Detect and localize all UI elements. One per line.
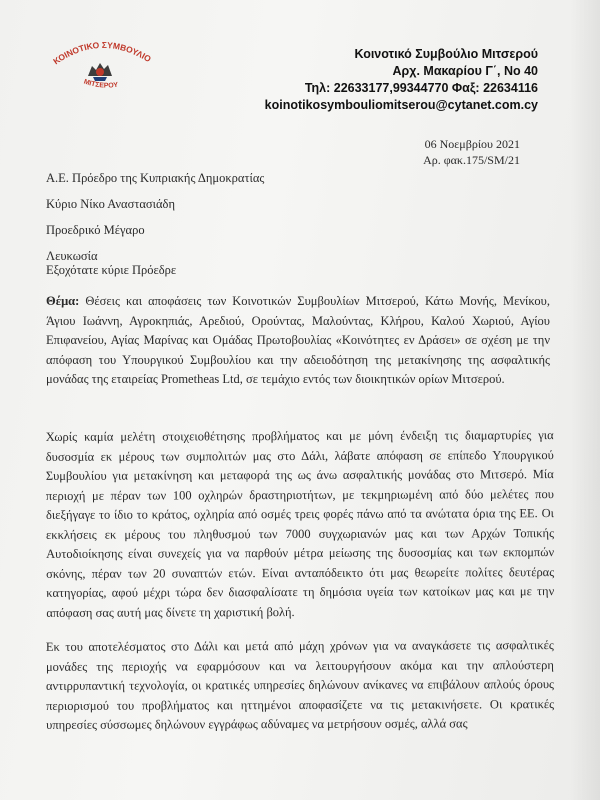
body-paragraph: Χωρίς καμία μελέτη στοιχειοθέτησης προβλήματος και με μόνη ένδειξη τις διαμαρτυρίες για δυσοσμία εκ μέρους των συμπολιτών μας στο Δάλι, λάβατε απόφαση σε επίπεδο Υπουργικού Συμβουλίου για μετακίνηση και μεταφορά της ως άνω ασφαλτικής μονάδας στο Μιτσερό. Μία περιοχή με πέραν των 100 οχληρών δραστηριοτήτων, με τεκμηριωμένη από δύο μελέτες που διεξήγαγε το ίδιο το κράτος, οχληρία από οσμές τρεις φορές πάνω από τα ανώτατα όρια της ΕΕ. Οι εκκλήσεις εκ μέρους του πληθυσμού των 7000 συγχωριανών μας και των Αρχών Τοπικής Αυτοδιοίκησης είναι συνεχείς για να παρθούν μέτρα μείωσης της δυσοσμίας και των εκπομπών σκόνης, πέραν των 20 συναπτών ετών. Είναι ανταπόδεικτο ότι μας θεωρείτε πολίτες δευτέρας κατηγορίας, αφού μέχρι τώρα δεν διασφαλίσατε τη δημόσια υγεία των κατοίκων μας και με την απόφαση σας αυτή μας δίνετε τη χαριστική βολή.: [45, 428, 555, 620]
council-logo: [44, 36, 156, 92]
council-logo-graphic: [44, 36, 156, 92]
council-email: koinotikosymbouliomitserou@cytanet.com.cy: [264, 98, 538, 112]
subject-label: Θέμα:: [46, 294, 80, 308]
body-paragraph: Εκ του αποτελέσματος στο Δάλι και μετά από μάχη χρόνων για να αναγκάσετε τις ασφαλτικές μονάδες της περιοχής να εφαρμόσουν και να λειτουργήσουν ακόμα και την απλούστερη αντιρρυπαντική τεχνολογία, οι κρατικές υπηρεσίες δηλώνουν ανίκανες να επιβάλουν απλούς όρους περιορισμού του προβλήματος και ηττημένοι αποφασίζετε να τις μετακινήσετε. Οι κρατικές υπηρεσίες σύσσωμες δηλώνουν εγγράφως αδύναμες να μετρήσουν οσμές, αλλά σας: [45, 638, 555, 732]
recipient-line: Προεδρικό Μέγαρο: [46, 223, 145, 237]
file-reference: Αρ. φακ.175/SM/21: [423, 153, 520, 167]
salutation: Εξοχότατε κύριε Πρόεδρε: [46, 263, 177, 277]
council-phones: Τηλ: 22633177,99344770 Φαξ: 22634116: [304, 81, 538, 95]
recipient-line: Α.Ε. Πρόεδρο της Κυπριακής Δημοκρατίας: [46, 171, 265, 185]
letter-date: 06 Νοεμβρίου 2021: [424, 137, 520, 151]
page-shadow: [570, 0, 600, 800]
council-name: Κοινοτικό Συμβούλιο Μιτσερού: [354, 47, 538, 61]
recipient-line: Λευκωσία: [46, 249, 98, 263]
recipient-line: Κύριο Νίκο Αναστασιάδη: [46, 197, 175, 211]
letterhead: [265, 46, 538, 114]
subject-text: Θέσεις και αποφάσεις των Κοινοτικών Συμβουλίων Μιτσερού, Κάτω Μονής, Μενίκου, Άγιου Ιωάννη, Αγροκηπιάς, Αρεδιού, Ορούντας, Μαλούντας, Κλήρου, Καλού Χωριού, Αγίου Επιφανείου, Αγίας Μαρίνας και Ομάδας Πρωτοβουλίας «Κοινότητες εν Δράσει» σε σχέση με την απόφαση του Υπουργικού Συμβουλίου και την αδειοδότηση της μετακίνησης της ασφαλτικής μονάδας της εταιρείας Prometheas Ltd, σε τεμάχιο εντός των διοικητικών ορίων Μιτσερού.: [46, 294, 550, 386]
subject-paragraph: [46, 292, 550, 390]
svg-text:ΜΙΤΣΕΡΟΥ: ΜΙΤΣΕΡΟΥ: [82, 78, 119, 90]
council-address: Αρχ. Μακαρίου Γ΄, Νο 40: [392, 64, 538, 78]
letter-meta: [423, 136, 520, 168]
recipient-block: [46, 165, 264, 269]
svg-text:ΚΟΙΝΟΤΙΚΟ ΣΥΜΒΟΥΛΙΟ: ΚΟΙΝΟΤΙΚΟ ΣΥΜΒΟΥΛΙΟ: [51, 39, 153, 67]
